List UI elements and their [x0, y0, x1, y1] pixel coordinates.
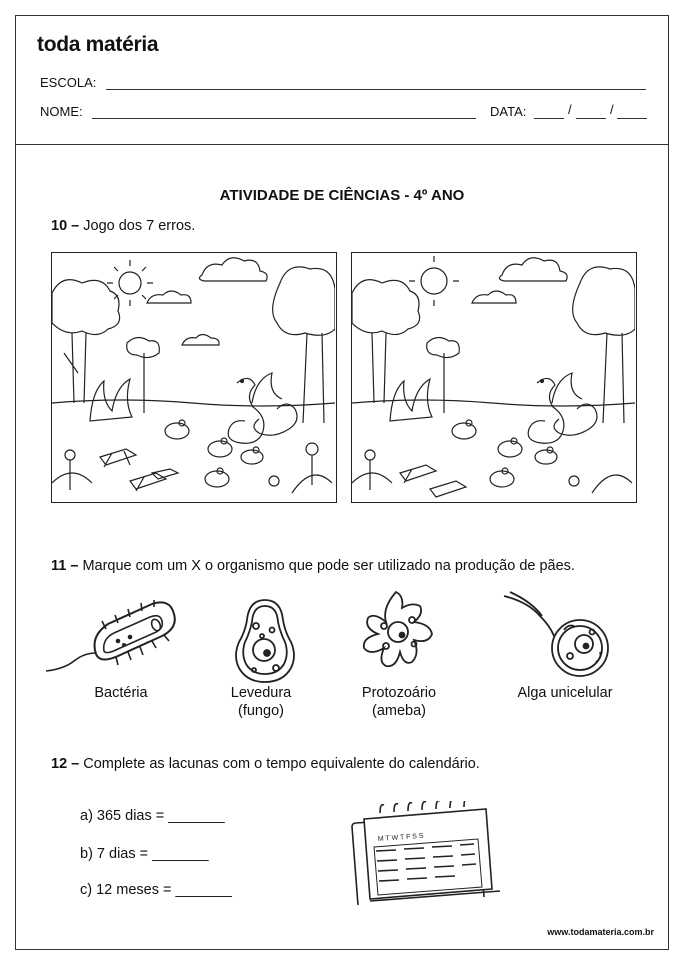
question-12 — [51, 756, 480, 772]
organism-name: Protozoário — [361, 685, 437, 701]
organism-name: Levedura — [230, 685, 292, 701]
organism-subtitle: (fungo) — [238, 703, 284, 719]
calendar-illustration — [350, 801, 500, 911]
footer-url[interactable]: www.todamateria.com.br — [547, 927, 654, 937]
question-text: Complete as lacunas com o tempo equivalente do calendário. — [83, 756, 480, 772]
answer-item-b[interactable]: b) 7 dias = _______ — [80, 846, 209, 862]
calendar-weekdays: M T W T F S S — [377, 832, 424, 843]
amoeba-illustration[interactable] — [356, 588, 436, 678]
date-label: DATA: — [490, 104, 527, 119]
date-day-line[interactable] — [534, 118, 564, 119]
organism-label-alga — [500, 684, 630, 702]
organism-name: Bactéria — [94, 685, 148, 701]
scene-left-image[interactable] — [51, 252, 337, 503]
organism-label-yeast — [196, 684, 326, 720]
question-11 — [51, 558, 575, 574]
organism-name: Alga unicelular — [517, 685, 613, 701]
question-text: Jogo dos 7 erros. — [83, 218, 196, 234]
yeast-illustration[interactable] — [234, 598, 296, 684]
date-separator: / — [568, 102, 572, 117]
question-text: Marque com um X o organismo que pode ser utilizado na produção de pães. — [82, 558, 575, 574]
answer-item-a[interactable]: a) 365 dias = _______ — [80, 808, 225, 824]
question-10 — [51, 218, 195, 234]
question-number: 11 – — [51, 558, 79, 574]
organism-label-amoeba — [334, 684, 464, 720]
name-label: NOME: — [40, 104, 83, 119]
organism-label-bacteria — [56, 684, 186, 702]
name-field-line[interactable] — [92, 118, 476, 119]
worksheet-page — [15, 15, 669, 950]
school-field-line[interactable] — [106, 89, 646, 90]
date-month-line[interactable] — [576, 118, 606, 119]
date-separator: / — [610, 102, 614, 117]
page-title: ATIVIDADE DE CIÊNCIAS - 4º ANO — [219, 187, 465, 204]
scene-right-image[interactable] — [351, 252, 637, 503]
question-number: 10 – — [51, 218, 80, 234]
date-year-line[interactable] — [617, 118, 647, 119]
brand-logo: toda matéria — [37, 33, 159, 56]
alga-illustration[interactable] — [502, 590, 612, 680]
question-number: 12 – — [51, 756, 80, 772]
organism-subtitle: (ameba) — [372, 703, 426, 719]
bacteria-illustration[interactable] — [46, 599, 176, 679]
answer-item-c[interactable]: c) 12 meses = _______ — [80, 882, 232, 898]
header-divider — [16, 144, 668, 145]
school-label: ESCOLA: — [40, 75, 97, 90]
